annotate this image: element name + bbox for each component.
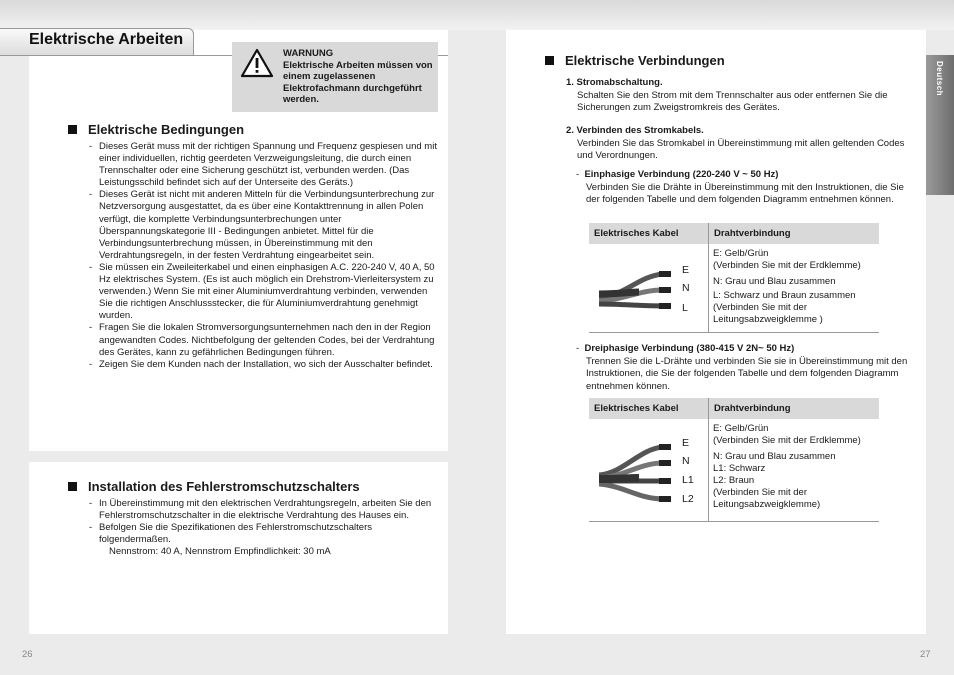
language-tab (926, 55, 954, 195)
page-number-right: 27 (920, 649, 931, 660)
three-phase-text: Trennen Sie die L-Drähte und verbinden Sie sie in Übereinstimmung mit den Instruktionen, die Sie der folgenden Tabelle und dem folgenden Diagramm entnehmen können. (586, 355, 908, 392)
wiring-instructions (709, 244, 880, 333)
single-phase-title: - Einphasige Verbindung (220-240 V ~ 50 Hz) (576, 169, 779, 180)
wire-label: E (682, 437, 690, 449)
list-item: - Befolgen Sie die Spezifikationen des Fehlerstromschutzschalters folgendermaßen. (89, 522, 439, 546)
step-2-title: 2. Verbinden des Stromkabels. (566, 125, 704, 136)
page-title: Elektrische Arbeiten (29, 31, 184, 48)
single-phase-text: Verbinden Sie die Drähte in Übereinstimmung mit den Instruktionen, die Sie der folgenden Tabelle und dem folgenden Diagramm entnehmen können. (586, 181, 904, 205)
warning-heading: WARNUNG (283, 48, 334, 59)
wire-label: L (682, 302, 688, 314)
conditions-list (89, 141, 439, 371)
wire-label: E (682, 264, 690, 276)
wiring-line: E: Gelb/Grün (Verbinden Sie mit der Erdklemme) (713, 248, 861, 271)
table-header-cable: Elektrisches Kabel (589, 223, 709, 244)
list-item: - Fragen Sie die lokalen Stromversorgungsunternehmen nach den in der Region angewandten Codes. Nichtbefolgung der geltenden Codes, bei der Verdrahtung des Gerätes, kann zu gefährlichen Bedingungen führen. (89, 322, 439, 358)
language-tab-label: Deutsch (935, 61, 944, 97)
wire-label: N (682, 282, 690, 294)
step-1 (566, 77, 912, 115)
page-number-left: 26 (22, 649, 33, 660)
square-bullet-icon (68, 125, 77, 134)
warning-text: Elektrische Arbeiten müssen von einem zugelassenen Elektrofachmann durchgeführt werden. (283, 59, 433, 105)
section-heading-conditions: Elektrische Bedingungen (68, 122, 244, 137)
table-header-wiring: Drahtverbindung (709, 223, 880, 244)
wiring-instructions (709, 419, 880, 522)
warning-box (232, 42, 438, 112)
wire-label: L2 (682, 493, 694, 505)
installation-list (89, 498, 439, 558)
square-bullet-icon (545, 56, 554, 65)
square-bullet-icon (68, 482, 77, 491)
warning-text-block (283, 48, 435, 106)
wire-label: N (682, 455, 690, 467)
table-header-cable: Elektrisches Kabel (589, 398, 709, 419)
step-1-title: 1. Stromabschaltung. (566, 77, 663, 88)
single-phase-block (576, 169, 912, 207)
list-item: - In Übereinstimmung mit den elektrischen Verdrahtungsregeln, arbeiten Sie den Fehlerstromschutzschalter in die elektrische Verdrahtung des Hauses ein. (89, 498, 439, 522)
wiring-line: N: Grau und Blau zusammen L1: Schwarz L2: Braun (Verbinden Sie mit der Leitungsabzweigklemme) (713, 451, 836, 510)
table-header-wiring: Drahtverbindung (709, 398, 880, 419)
wire-label: L1 (682, 474, 694, 486)
three-phase-table (589, 398, 879, 522)
warning-icon (240, 48, 274, 78)
wiring-line: E: Gelb/Grün (Verbinden Sie mit der Erdklemme) (713, 423, 861, 446)
wiring-line: N: Grau und Blau zusammen (713, 276, 836, 287)
page-title-tab (0, 28, 194, 56)
three-phase-title: - Dreiphasige Verbindung (380-415 V 2N~ 50 Hz) (576, 343, 795, 354)
top-band (0, 0, 954, 30)
single-phase-table (589, 223, 879, 333)
step-2-text: Verbinden Sie das Stromkabel in Übereinstimmung mit allen geltenden Codes und Verordnungen. (577, 137, 905, 161)
list-item: - Zeigen Sie dem Kunden nach der Installation, wo sich der Ausschalter befindet. (89, 359, 439, 371)
three-phase-block (576, 343, 912, 393)
section-heading-connections: Elektrische Verbindungen (545, 53, 725, 68)
list-item: - Sie müssen ein Zweileiterkabel und einen einphasigen A.C. 220-240 V, 40 A, 50 Hz elektrisches System. (Es ist auch möglich ein Drehstrom-Vierleitersystem zu verwenden.) Wenn Sie mit einer Aluminiumverdrahtung verbinden, verwenden Sie die richtigen Anschlussstecker, die für Aluminiumverdrahtung genehmigt wurden. (89, 262, 439, 322)
list-item: - Dieses Gerät muss mit der richtigen Spannung und Frequenz gespiesen und mit einer individuellen, richtig geerdeten Verzweigungsleitung, die durch einen Trennschalter oder eine Sicherung geschützt ist, verbunden werden. (Das Leistungsschild befindet sich auf der Unterseite des Geräts.) (89, 141, 439, 189)
spec-text: Nennstrom: 40 A, Nennstrom Empfindlichkeit: 30 mA (109, 546, 331, 558)
cable-diagram-cell (589, 244, 709, 333)
step-1-text: Schalten Sie den Strom mit dem Trennschalter aus oder entfernen Sie die Sicherungen zum Zweigstromkreis des Gerätes. (577, 89, 888, 113)
step-2 (566, 125, 912, 163)
section-heading-installation: Installation des Fehlerstromschutzschalters (68, 479, 360, 494)
cable-diagram-cell (589, 419, 709, 522)
list-item: - Dieses Gerät ist nicht mit anderen Mitteln für die Verbindungsunterbrechung zur Netzversorgung ausgestattet, da es über eine Kontakttrennung in allen Polen verfügt, die komplette Verbindungsunterbrechungen unter Überspannungskategorie III - Bedingungen anbietet. Mittel für die Verbindungsunterbrechung müssen, in Übereinstimmung mit den Verdrahtungsregeln, in der festen Verdrahtung eingearbeitet sein. (89, 189, 439, 262)
cable-diagram-icon (599, 423, 689, 518)
cable-diagram-icon (599, 248, 689, 328)
wiring-line: L: Schwarz und Braun zusammen (Verbinden Sie mit der Leitungsabzweigklemme ) (713, 290, 856, 325)
